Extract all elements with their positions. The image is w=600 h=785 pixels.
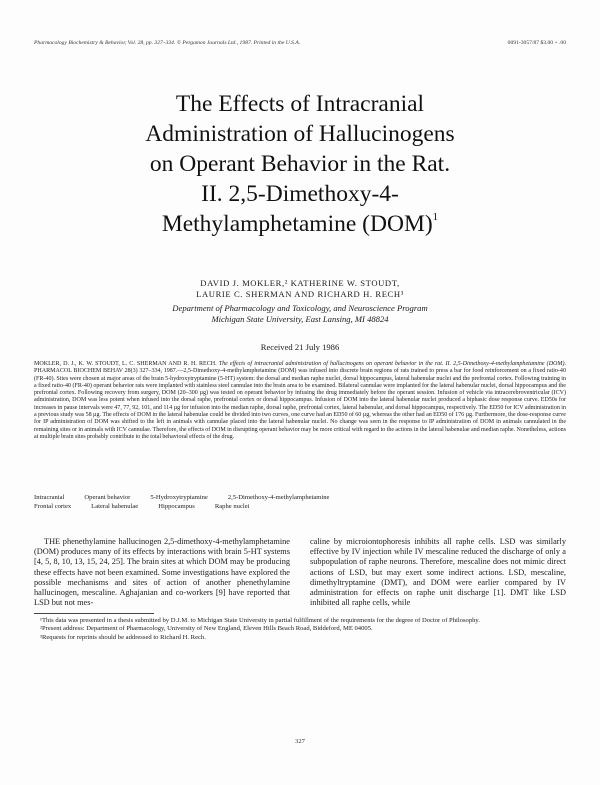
issn: 0091-3057/87 $3.00 + .00 — [507, 40, 566, 46]
keyword: Raphe nuclei — [214, 503, 250, 510]
keywords — [34, 493, 566, 511]
abstract-authors: MOKLER, D. J., K. W. STOUDT, L. C. SHERMAN AND R. H. RECH. — [34, 361, 217, 367]
title-line-3: on Operant Behavior in the Rat. — [149, 151, 451, 177]
keywords-row-2 — [34, 502, 566, 511]
title-line-1: The Effects of Intracranial — [175, 91, 425, 117]
keyword: 5-Hydroxytryptamine — [150, 494, 208, 501]
received-date: Received 21 July 1986 — [260, 342, 340, 352]
authors-line-1: DAVID J. MOKLER,² KATHERINE W. STOUDT, — [200, 278, 400, 288]
keyword: 2,5-Dimethoxy-4-methylamphetamine — [227, 494, 330, 501]
footnotes — [34, 617, 566, 642]
title-line-4: II. 2,5-Dimethoxy-4- — [201, 181, 399, 207]
keyword: Intracranial — [34, 494, 65, 501]
affiliation — [80, 303, 520, 325]
title-footnote-mark: 1 — [432, 211, 439, 223]
keywords-row-1 — [34, 493, 566, 502]
abstract-journal-ref: PHARMACOL BIOCHEM BEHAV 28(3) 327–334, 1987. — [34, 368, 178, 375]
abstract-text: —2,5-Dimethoxy-4-methylamphetamine (DOM) was infused into discrete brain regions of rats trained to press a bar for food reinforcement on a fixed ratio-40 (FR-40). Sites were chosen at major areas of the brain 5-hydroxytryptamine (5-HT) system: the dorsal and median raphe nuclei, dorsal hippocampus, lateral habenular nuclei and the prefrontal cortex. Following training in a fixed ratio-40 (FR-40) operant behavior rats were implanted with stainless steel cannulae into the brain area to be examined. Bilateral cannulae were implanted for the lateral habenular nuclei, dorsal hippocampus and the prefrontal cortex. Following recovery from surgery, DOM (20–300 µg) was tested on operant behavior by infusing the drug immediately before the operant session. Infusion of vehicle via intracerebroventricular (ICV) administration, DOM was less potent when infused into the dorsal raphe, prefrontal cortex or dorsal hippocampus. Infusion of DOM into the lateral habenular nuclei produced a biphasic dose response curve. ED50s for increases in pause intervals were 47, 77, 92, 101, and 114 µg for infusion into the median raphe, dorsal raphe, prefrontal cortex, lateral habenular, and dorsal hippocampus, respectively. The ED50 for ICV administration in a previous study was 58 µg. The effects of DOM in the lateral habenulae could be divided into two curves, one curve had an ED50 of 60 µg, whereas the other had an ED50 of 176 µg. Furthermore, the dose-response curve for IP administration of DOM was shifted to the left in animals with cannulae placed into the lateral habenular nuclei. No change was seen in the response to IP administration of DOM in animals cannulated in the remaining sites or in animals with ICV cannulae. Therefore, the effects of DOM in disrupting operant behavior may be more critical with regard to the actions in the lateral habenulae and median raphe. Nonetheless, actions at multiple brain sites probably contribute to the total behavioral effects of the drug. — [34, 368, 566, 440]
body-right-column: caline by microiontophoresis inhibits all raphe cells. LSD was similarly effective by IV injection while IV mescaline reduced the discharge of only a subpopulation of raphe neurons. Therefore, mescaline does not mimic direct actions of LSD, but may exert some indirect actions. LSD, mescaline, dimethyltryptamine (DMT), and DOM were earlier compared by IV administration for effects on raphe unit discharge [1]. DMT like LSD inhibited all raphe cells, while — [310, 537, 566, 608]
title-line-5-wrapper — [60, 209, 540, 239]
keyword: Lateral habenulae — [91, 503, 139, 510]
authors — [80, 278, 520, 300]
page-number: 327 — [295, 738, 305, 745]
body-left-column: THE phenethylamine hallucinogen 2,5-dimethoxy-4-methylamphetamine (DOM) produces many of its effects by interactions with brain 5-HT systems [4, 5, 8, 10, 13, 15, 24, 25]. The brain sites at which DOM may be producing these effects have not been examined. Some investigations have explored the possible mechanisms and sites of action of another phenethylamine hallucinogen, mescaline. Aghajanian and co-workers [9] have reported that LSD but not mes- — [34, 537, 290, 608]
article-title — [60, 89, 540, 239]
title-line-5: Methylamphetamine (DOM) — [161, 211, 433, 237]
journal-line: Pharmacology Biochemistry & Behavior, Vol. 28, pp. 327–334. © Pergamon Journals Ltd., 1987. Printed in the U.S.A. — [34, 40, 301, 46]
abstract — [34, 361, 566, 441]
authors-line-2: LAURIE C. SHERMAN AND RICHARD H. RECH³ — [196, 289, 404, 299]
keyword: Operant behavior — [84, 494, 131, 501]
running-header — [34, 40, 566, 46]
keyword: Hippocampus — [158, 503, 195, 510]
footnote-divider — [34, 613, 154, 614]
affiliation-line-2: Michigan State University, East Lansing, MI 48824 — [211, 314, 389, 324]
title-line-2: Administration of Hallucinogens — [145, 121, 455, 147]
footnote-3: ³Requests for reprints should be addressed to Richard H. Rech. — [40, 633, 206, 641]
affiliation-line-1: Department of Pharmacology and Toxicology, and Neuroscience Program — [172, 303, 428, 313]
abstract-citation: The effects of intracranial administration of hallucinogens on operant behavior in the rat. II. 2,5-Dimethoxy-4-methylamphetamine (DOM). — [218, 361, 566, 367]
keyword: Frontal cortex — [34, 503, 72, 510]
footnote-1: ¹This data was presented in a thesis submitted by D.J.M. to Michigan State University in partial fulfillment of the requirements for the degree of Doctor of Philosophy. — [40, 617, 480, 624]
footnote-2: ²Present address: Department of Pharmacology, University of New England, Eleven Hills Beach Road, Biddeford, ME 04005. — [40, 625, 373, 633]
